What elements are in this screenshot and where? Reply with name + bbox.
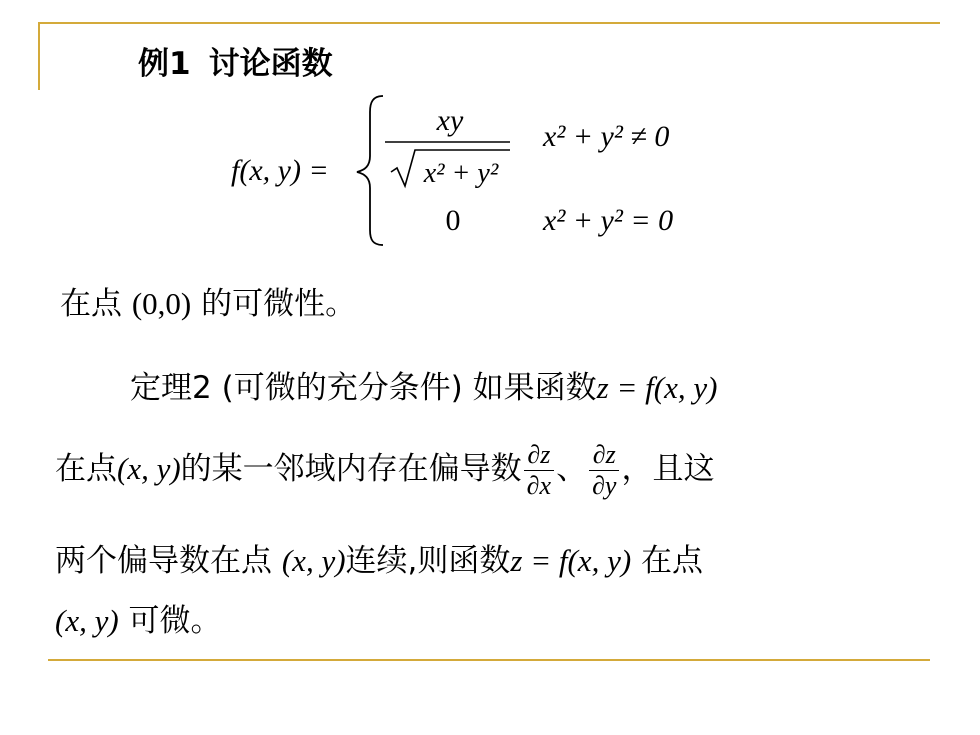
line4-point: (x, y) bbox=[55, 603, 119, 638]
theorem-line-3 bbox=[55, 535, 703, 580]
line2-text-a: 在点 bbox=[55, 451, 117, 487]
example-text: 讨论函数 bbox=[208, 46, 333, 82]
line2-text-c: ，且这 bbox=[621, 451, 715, 487]
case2-condition: x² + y² = 0 bbox=[543, 204, 674, 237]
theorem-paren: (可微的充分条件) bbox=[221, 370, 463, 406]
line3b-text-b: 连续,则函数 bbox=[345, 543, 511, 579]
line3b-point: (x, y) bbox=[281, 543, 346, 578]
fraction-separator: 、 bbox=[556, 451, 588, 487]
line4-text: 可微。 bbox=[128, 603, 222, 639]
theorem-function: z = f(x, y) bbox=[596, 370, 718, 405]
line3-text-b: 的可微性。 bbox=[201, 286, 357, 322]
theorem-line-2 bbox=[55, 440, 714, 501]
line2-text-b: 的某一邻域内存在偏导数 bbox=[180, 451, 522, 487]
formula-lhs: f(x, y) = bbox=[231, 154, 329, 187]
theorem-if: 如果函数 bbox=[472, 370, 597, 406]
line3-point: (0,0) bbox=[131, 286, 192, 321]
line2-point: (x, y) bbox=[117, 451, 181, 486]
top-rule bbox=[40, 22, 940, 24]
partial-z-over-x: $\frac{\partial z}{\partial x}$ bbox=[524, 440, 554, 501]
theorem-line-4 bbox=[55, 595, 222, 640]
left-rule bbox=[38, 22, 40, 90]
case1-denominator: x² + y² bbox=[423, 158, 499, 189]
piecewise-formula bbox=[225, 88, 725, 253]
line3b-text-c: 在点 bbox=[641, 543, 704, 579]
line3b-function: z = f(x, y) bbox=[510, 543, 632, 578]
case2-value: 0 bbox=[445, 204, 461, 237]
example-label: 例1 bbox=[138, 46, 191, 82]
line3b-text-a: 两个偏导数在点 bbox=[55, 543, 272, 579]
left-brace bbox=[357, 96, 383, 245]
bottom-rule bbox=[48, 659, 930, 661]
theorem-line-1 bbox=[130, 362, 717, 407]
text-line-3 bbox=[60, 278, 356, 323]
partial-z-over-y: $\frac{\partial z}{\partial y}$ bbox=[589, 440, 619, 501]
case1-numerator: xy bbox=[436, 104, 464, 137]
theorem-label: 定理2 bbox=[130, 370, 212, 406]
case1-condition: x² + y² ≠ 0 bbox=[543, 120, 670, 153]
example-heading bbox=[138, 38, 333, 83]
line3-text-a: 在点 bbox=[60, 286, 122, 322]
